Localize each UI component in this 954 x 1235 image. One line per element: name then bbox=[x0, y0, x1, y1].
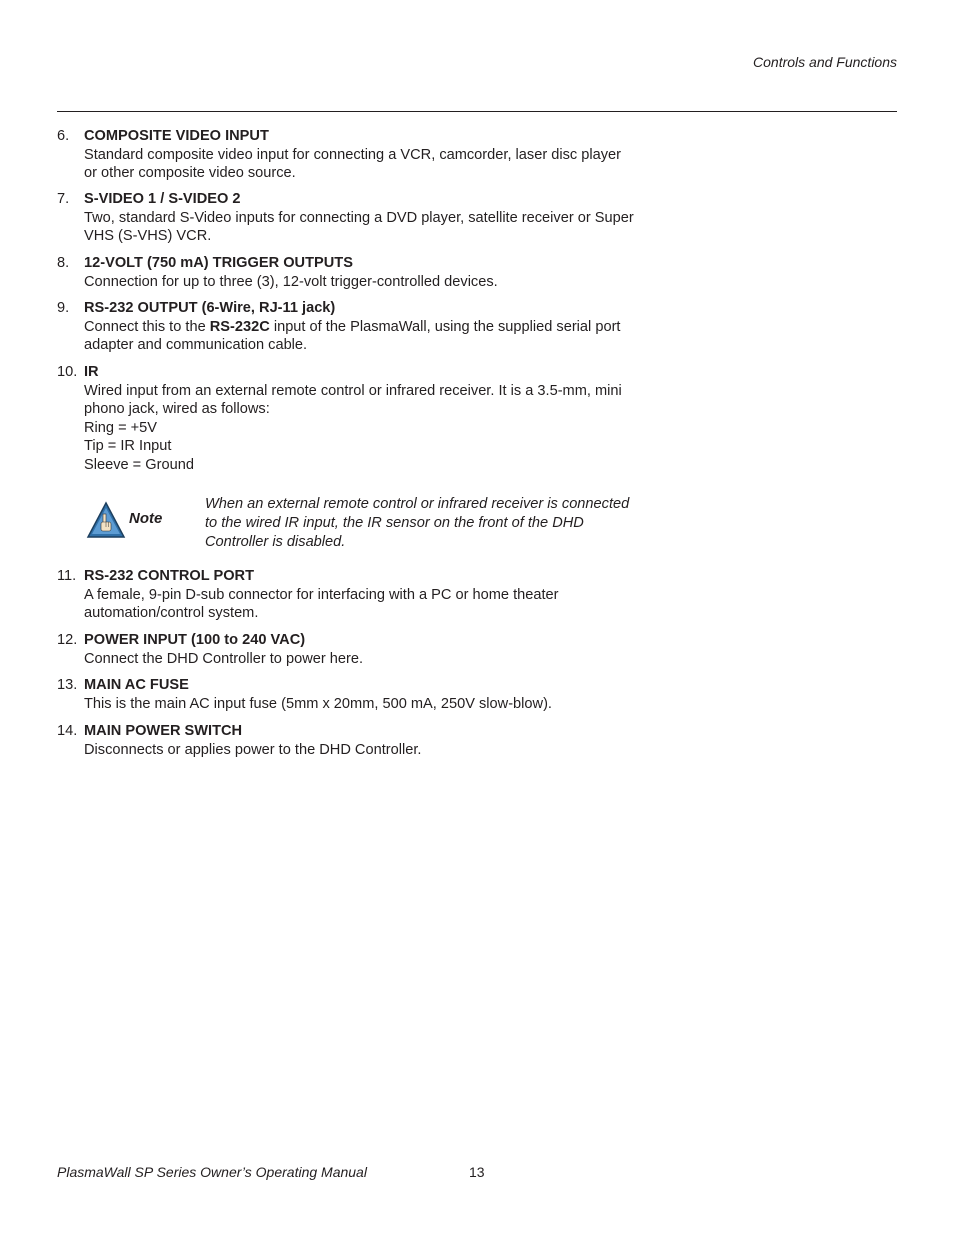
item-title: POWER INPUT (100 to 240 VAC) bbox=[84, 632, 306, 648]
list-item-7 bbox=[57, 190, 677, 246]
item-number: 6. bbox=[57, 128, 70, 144]
item-number: 10. bbox=[57, 364, 78, 380]
item-title: COMPOSITE VIDEO INPUT bbox=[84, 128, 269, 144]
note-line: to the wired IR input, the IR sensor on the front of the DHD bbox=[205, 515, 584, 531]
note-hand-icon bbox=[86, 501, 126, 539]
note-line: Controller is disabled. bbox=[205, 534, 346, 550]
item-number: 11. bbox=[57, 568, 77, 584]
item-line: This is the main AC input fuse (5mm x 20mm, 500 mA, 250V slow-blow). bbox=[84, 695, 552, 712]
item-line: Sleeve = Ground bbox=[84, 456, 194, 473]
list-item-9 bbox=[57, 299, 677, 355]
section-title: Controls and Functions bbox=[753, 54, 897, 70]
item-line: Two, standard S-Video inputs for connecting a DVD player, satellite receiver or Super bbox=[84, 209, 634, 226]
item-line: or other composite video source. bbox=[84, 165, 296, 182]
item-number: 7. bbox=[57, 191, 70, 207]
note-callout bbox=[86, 495, 666, 555]
item-line: Wired input from an external remote control or infrared receiver. It is a 3.5-mm, mini bbox=[84, 382, 622, 399]
note-label: Note bbox=[129, 510, 163, 527]
item-line: Ring = +5V bbox=[84, 419, 158, 436]
item-line bbox=[84, 318, 677, 337]
item-title: S-VIDEO 1 / S-VIDEO 2 bbox=[84, 191, 241, 207]
item-title: 12-VOLT (750 mA) TRIGGER OUTPUTS bbox=[84, 255, 353, 271]
item-number: 9. bbox=[57, 300, 70, 316]
list-item-10 bbox=[57, 363, 677, 475]
item-line: Disconnects or applies power to the DHD Controller. bbox=[84, 741, 422, 758]
list-item-11 bbox=[57, 567, 677, 623]
header-divider bbox=[57, 111, 897, 112]
item-line: VHS (S-VHS) VCR. bbox=[84, 228, 212, 245]
item-line: adapter and communication cable. bbox=[84, 337, 308, 354]
page-number: 13 bbox=[469, 1164, 485, 1180]
note-text bbox=[205, 495, 655, 552]
item-number: 13. bbox=[57, 677, 78, 693]
list-item-14 bbox=[57, 722, 677, 759]
item-title: RS-232 OUTPUT (6-Wire, RJ-11 jack) bbox=[84, 300, 336, 316]
list-item-12 bbox=[57, 631, 677, 668]
item-line: A female, 9-pin D-sub connector for interfacing with a PC or home theater bbox=[84, 586, 559, 603]
item-line: Connection for up to three (3), 12-volt trigger-controlled devices. bbox=[84, 273, 498, 290]
item-title: MAIN POWER SWITCH bbox=[84, 723, 243, 739]
item-line: phono jack, wired as follows: bbox=[84, 401, 270, 418]
list-item-6 bbox=[57, 127, 677, 183]
item-line: Tip = IR Input bbox=[84, 438, 172, 455]
item-line: automation/control system. bbox=[84, 605, 259, 622]
item-line: Standard composite video input for connecting a VCR, camcorder, laser disc player bbox=[84, 146, 621, 163]
item-title: IR bbox=[84, 364, 99, 380]
item-text: input of the PlasmaWall, using the supplied serial port bbox=[269, 318, 621, 335]
item-text: Connect this to the bbox=[84, 318, 210, 335]
note-line: When an external remote control or infrared receiver is connected bbox=[205, 496, 630, 512]
list-item-13 bbox=[57, 676, 677, 713]
port-name: RS-232C bbox=[209, 318, 270, 335]
list-item-8 bbox=[57, 254, 677, 291]
item-number: 8. bbox=[57, 255, 70, 271]
item-number: 14. bbox=[57, 723, 78, 739]
item-line: Connect the DHD Controller to power here. bbox=[84, 650, 364, 667]
manual-title: PlasmaWall SP Series Owner’s Operating Manual bbox=[57, 1164, 367, 1180]
item-title: MAIN AC FUSE bbox=[84, 677, 189, 693]
item-title: RS-232 CONTROL PORT bbox=[84, 568, 255, 584]
item-number: 12. bbox=[57, 632, 78, 648]
